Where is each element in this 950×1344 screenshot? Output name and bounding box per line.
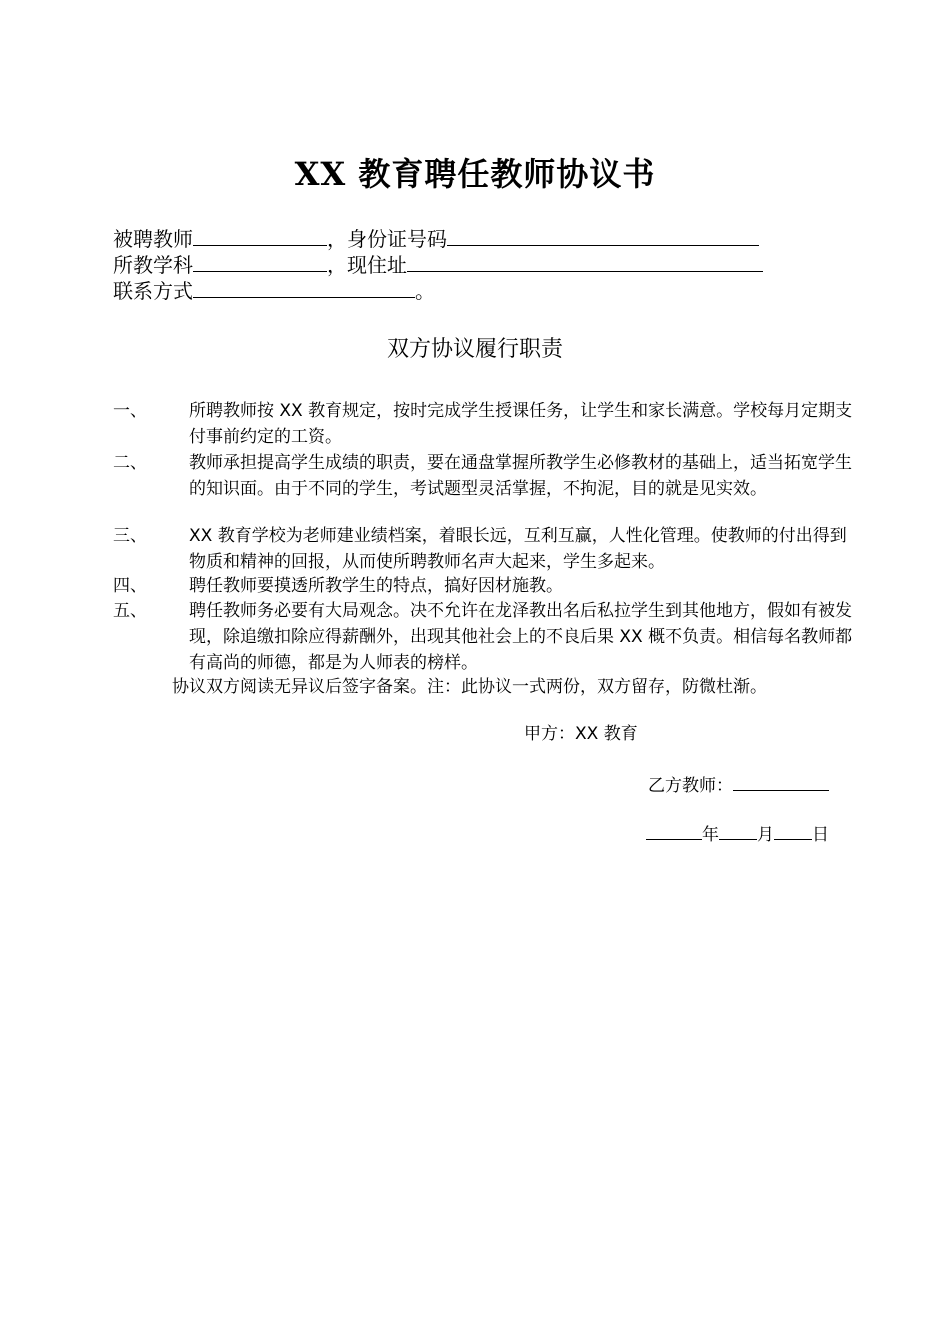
document-title: XX 教育聘任教师协议书 [294,155,656,193]
clause-item [113,598,853,676]
id-number-blank[interactable] [447,225,759,246]
year-label: 年 [702,825,719,845]
clause-number: 一、 [113,401,147,421]
subject-label: 所教学科 [113,253,193,277]
year-blank[interactable] [646,822,702,840]
party-b-blank[interactable] [733,773,829,791]
clause-text: 所聘教师按 XX 教育规定，按时完成学生授课任务，让学生和家长满意。学校每月定期支付事前约定的工资。 [189,401,853,447]
day-label: 日 [812,825,829,845]
day-blank[interactable] [774,822,812,840]
teacher-blank[interactable] [193,225,327,246]
clause-item [113,523,853,575]
clause-item [113,450,853,502]
contact-end: 。 [415,279,435,303]
agreement-note: 协议双方阅读无异议后签字备案。注：此协议一式两份，双方留存，防微杜渐。 [172,677,767,697]
field-row-contact [113,277,435,304]
id-label: ，身份证号码 [327,227,447,251]
clause-item [113,398,853,450]
party-b-signature [648,773,829,799]
month-blank[interactable] [719,822,757,840]
address-blank[interactable] [407,251,763,272]
contact-label: 联系方式 [113,279,193,303]
clause-number: 三、 [113,526,147,546]
clause-number: 四、 [113,576,147,596]
clause-text: 聘任教师要摸透所教学生的特点，搞好因材施教。 [189,576,563,596]
party-a-signature: 甲方：XX 教育 [524,724,638,744]
signature-date [646,822,829,848]
month-label: 月 [757,825,774,845]
subject-blank[interactable] [193,251,327,272]
contact-blank[interactable] [193,277,415,298]
field-row-teacher-id [113,225,759,252]
field-row-subject-address [113,251,763,278]
clause-text: 聘任教师务必要有大局观念。决不允许在龙泽教出名后私拉学生到其他地方，假如有被发现，除追缴扣除应得薪酬外，出现其他社会上的不良后果 XX 概不负责。相信每名教师都有高尚的师德，都是为人师表的榜样。 [189,601,853,673]
clause-number: 二、 [113,453,147,473]
address-label: ，现住址 [327,253,407,277]
section-title: 双方协议履行职责 [386,337,563,362]
clause-item [113,573,853,599]
clause-text: 教师承担提高学生成绩的职责，要在通盘掌握所教学生必修教材的基础上，适当拓宽学生的知识面。由于不同的学生，考试题型灵活掌握，不拘泥，目的就是见实效。 [189,453,852,499]
teacher-label: 被聘教师 [113,227,193,251]
party-b-label: 乙方教师： [648,776,733,796]
clause-text: XX 教育学校为老师建业绩档案，着眼长远，互利互赢，人性化管理。使教师的付出得到物质和精神的回报，从而使所聘教师名声大起来，学生多起来。 [189,526,847,572]
clause-number: 五、 [113,601,147,621]
